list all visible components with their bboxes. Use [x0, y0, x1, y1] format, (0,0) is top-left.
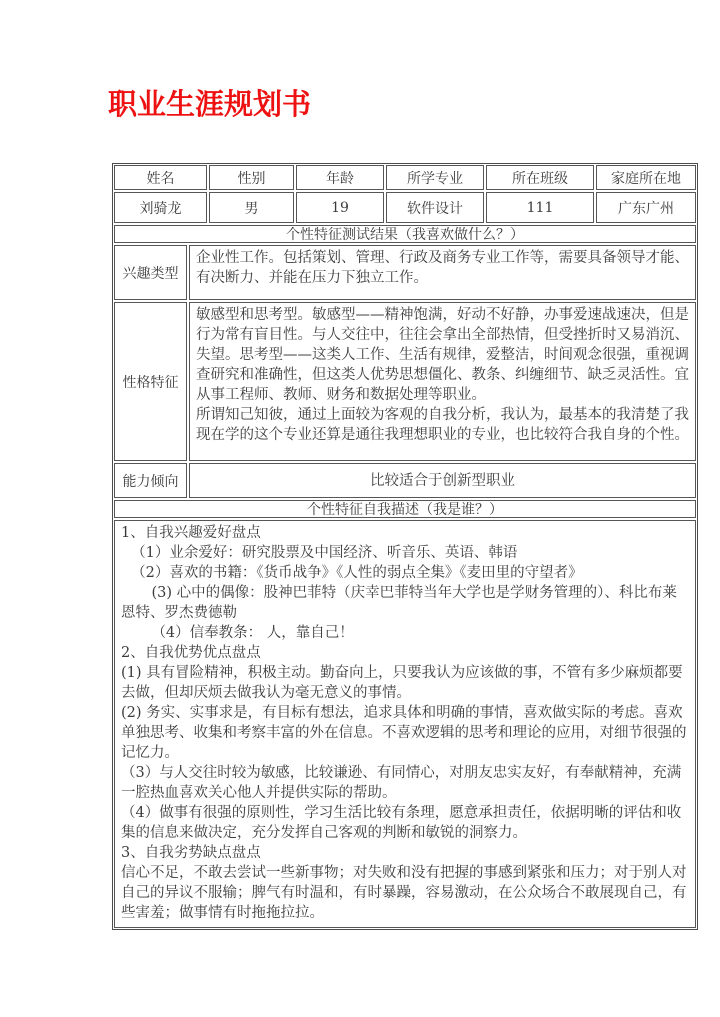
header-cell-class: 所在班级: [486, 165, 594, 190]
section-row-self-description: [114, 500, 696, 518]
paragraph: 1、自我兴趣爱好盘点: [121, 525, 261, 541]
value-cell-major: 软件设计: [386, 192, 484, 223]
self-description-row: [114, 520, 696, 928]
value-cell-class: 111: [486, 192, 594, 223]
section-header-self-description: 个性特征自我描述（我是谁？）: [114, 500, 696, 518]
header-cell-hometown: 家庭所在地: [596, 165, 696, 190]
paragraph: （2）喜欢的书籍：《货币战争》《人性的弱点全集》《麦田里的守望者》: [131, 565, 583, 581]
paragraph: (3) 心中的偶像：股神巴菲特（庆幸巴菲特当年大学也是学财务管理的）、科比布莱恩特、罗杰费德勒: [121, 585, 677, 621]
interest-type-content: 企业性工作。包括策划、管理、行政及商务专业工作等，需要具备领导才能、有决断力、并能在压力下独立工作。: [189, 245, 696, 300]
value-cell-gender: 男: [209, 192, 294, 223]
page-title: 职业生涯规划书: [108, 87, 312, 121]
paragraph: (1) 具有冒险精神，积极主动。勤奋向上，只要我认为应该做的事，不管有多少麻烦都要去做，但却厌烦去做我认为毫无意义的事情。: [121, 665, 683, 701]
info-value-row: [114, 192, 696, 223]
paragraph: （3）与人交往时较为敏感，比较谦逊、有同情心，对朋友忠实友好，有奉献精神，充满一腔热血喜欢关心他人并提供实际的帮助。: [121, 765, 682, 801]
section-header-test-result: 个性特征测试结果（我喜欢做什么？）: [114, 225, 696, 243]
paragraph: (2) 务实、实事求是，有目标有想法，追求具体和明确的事情，喜欢做实际的考虑。喜欢单独思考、收集和考察丰富的外在信息。不喜欢逻辑的思考和理论的应用，对细节很强的记忆力。: [121, 705, 687, 761]
paragraph: 信心不足，不敢去尝试一些新事物；对失败和没有把握的事感到紧张和压力；对于别人对自己的异议不服输；脾气有时温和，有时暴躁，容易激动，在公众场合不敢展现自己，有些害羞；做事情有时拖拖拉拉。: [121, 865, 687, 921]
row-label-personality: 性格特征: [114, 302, 187, 461]
row-label-interest-type: 兴趣类型: [114, 245, 187, 300]
info-header-row: [114, 165, 696, 190]
paragraph: （4）信奉教条： 人，靠自己！: [151, 625, 354, 641]
ability-row: [114, 463, 696, 498]
section-row-test-result: [114, 225, 696, 243]
header-cell-age: 年龄: [296, 165, 384, 190]
paragraph: （1）业余爱好：研究股票及中国经济、听音乐、英语、韩语: [131, 545, 518, 561]
header-cell-gender: 性别: [209, 165, 294, 190]
row-label-ability: 能力倾向: [114, 463, 187, 498]
value-cell-age: 19: [296, 192, 384, 223]
career-plan-table: [112, 163, 698, 930]
paragraph: 2、自我优势优点盘点: [121, 645, 261, 661]
personality-paragraph-2: 所谓知己知彼，通过上面较为客观的自我分析，我认为，最基本的我清楚了我现在学的这个专业还算是通往我理想职业的专业，也比较符合我自身的个性。: [196, 407, 689, 443]
paragraph: 3、自我劣势缺点盘点: [121, 845, 261, 861]
self-description-content: [114, 520, 696, 928]
header-cell-major: 所学专业: [386, 165, 484, 190]
interest-type-row: [114, 245, 696, 300]
value-cell-hometown: 广东广州: [596, 192, 696, 223]
value-cell-name: 刘骑龙: [114, 192, 207, 223]
paragraph: （4）做事有很强的原则性，学习生活比较有条理，愿意承担责任，依据明晰的评估和收集的信息来做决定，充分发挥自己客观的判断和敏锐的洞察力。: [121, 805, 682, 841]
header-cell-name: 姓名: [114, 165, 207, 190]
personality-row: [114, 302, 696, 461]
personality-content: [189, 302, 696, 461]
personality-paragraph-1: 敏感型和思考型。敏感型——精神饱满，好动不好静，办事爱速战速决，但是行为常有盲目性。与人交往中，往往会拿出全部热情，但受挫折时又易消沉、失望。思考型——这类人工作、生活有规律，爱整洁，时间观念很强，重视调查研究和准确性，但这类人优势思想僵化、教条、纠缠细节、缺乏灵活性。宜从事工程师、教师、财务和数据处理等职业。: [196, 307, 689, 403]
ability-content: 比较适合于创新型职业: [189, 463, 696, 498]
